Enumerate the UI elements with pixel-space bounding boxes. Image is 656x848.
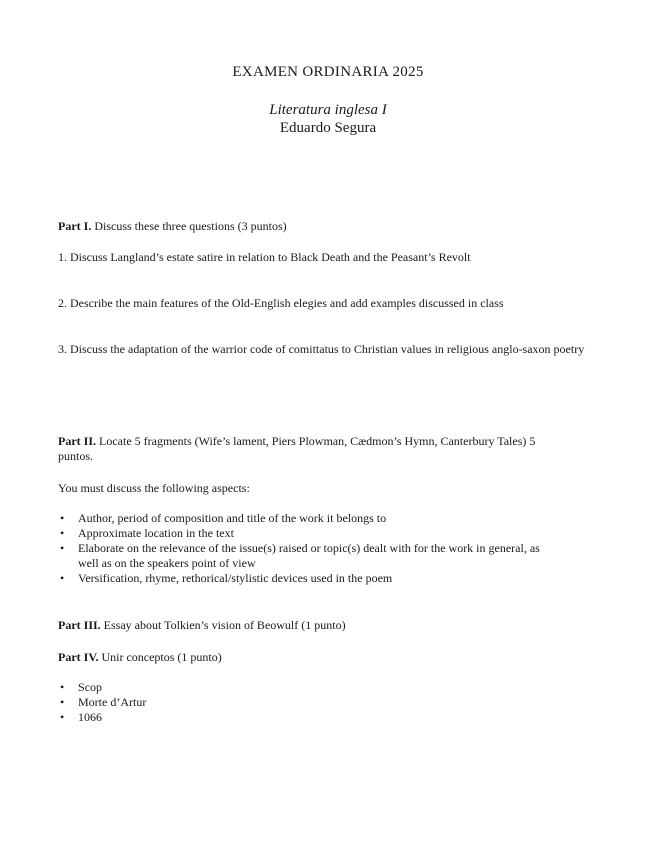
part2-aspects-list	[58, 511, 558, 586]
part2-heading	[58, 434, 568, 464]
list-item: • 1066	[60, 710, 102, 724]
part3-heading	[58, 618, 598, 633]
part4-concepts-list	[58, 680, 558, 725]
subject-title: Literatura inglesa I	[269, 102, 387, 118]
exam-title: EXAMEN ORDINARIA 2025	[232, 64, 424, 80]
bullet-icon: •	[60, 571, 65, 585]
list-item: • Scop	[60, 680, 102, 694]
bullet-icon: •	[60, 680, 65, 694]
list-item: • Elaborate on the relevance of the issue(s) raised or topic(s) dealt with for the work in general, as well as on the speakers point of view	[60, 541, 540, 570]
part1-heading	[58, 219, 598, 234]
part1-text: Discuss these three questions (3 puntos)	[91, 219, 287, 233]
part1-question-1: 1. Discuss Langland’s estate satire in relation to Black Death and the Peasant’s Revolt	[58, 250, 471, 264]
part4-heading	[58, 650, 598, 665]
part2-intro: You must discuss the following aspects:	[58, 481, 250, 495]
bullet-icon: •	[60, 511, 65, 525]
teacher-name: Eduardo Segura	[279, 120, 377, 136]
bullet-icon: •	[60, 710, 65, 724]
bullet-icon: •	[60, 526, 65, 540]
part2-label: Part II.	[58, 434, 96, 448]
bullet-icon: •	[60, 541, 65, 555]
part2-text: Locate 5 fragments (Wife’s lament, Piers Plowman, Cædmon’s Hymn, Canterbury Tales) 5 puntos.	[58, 434, 536, 463]
list-item: • Approximate location in the text	[60, 526, 234, 540]
list-item: • Versification, rhyme, rethorical/stylistic devices used in the poem	[60, 571, 393, 585]
list-item: • Morte d’Artur	[60, 695, 147, 709]
part3-label: Part III.	[58, 618, 101, 632]
part1-question-2: 2. Describe the main features of the Old-English elegies and add examples discussed in class	[58, 296, 504, 310]
part1-label: Part I.	[58, 219, 92, 233]
list-item: • Author, period of composition and title of the work it belongs to	[60, 511, 387, 525]
part3-text: Essay about Tolkien’s vision of Beowulf (1 punto)	[100, 618, 346, 632]
part4-label: Part IV.	[58, 650, 99, 664]
part4-text: Unir conceptos (1 punto)	[98, 650, 222, 664]
bullet-icon: •	[60, 695, 65, 709]
part1-question-3: 3. Discuss the adaptation of the warrior code of comittatus to Christian values in religious anglo-saxon poetry	[58, 342, 585, 356]
